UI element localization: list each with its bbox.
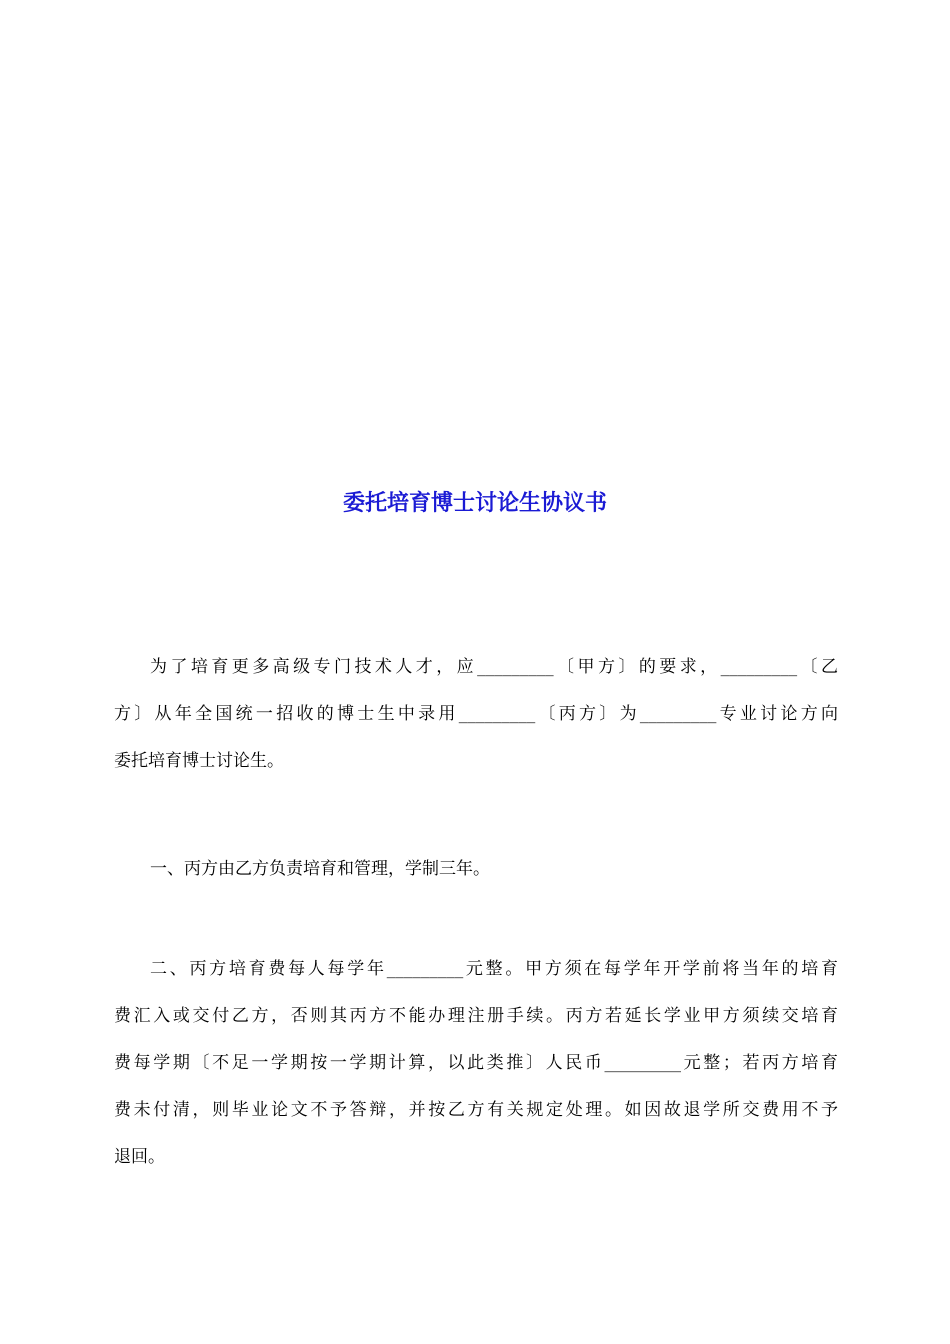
paragraph-line: 一、丙方由乙方负责培育和管理，学制三年。 xyxy=(150,859,490,879)
paragraph-line: 为了培育更多高级专门技术人才，应_________〔甲方〕的要求，_________〔乙 xyxy=(150,657,838,677)
paragraph-clause-1 xyxy=(114,846,838,893)
paragraph-line: 费未付清，则毕业论文不予答辩，并按乙方有关规定处理。如因故退学所交费用不予 xyxy=(114,1100,838,1120)
paragraph-line: 方〕从年全国统一招收的博士生中录用_________〔丙方〕为_________专业讨论方向 xyxy=(114,704,838,724)
paragraph-intro xyxy=(114,644,838,785)
paragraph-line: 二、丙方培育费每人每学年_________元整。甲方须在每学年开学前将当年的培育 xyxy=(150,959,838,979)
paragraph-clause-2 xyxy=(114,946,838,1181)
paragraph-line: 费汇入或交付乙方，否则其丙方不能办理注册手续。丙方若延长学业甲方须续交培育 xyxy=(114,1006,838,1026)
paragraph-line: 退回。 xyxy=(114,1147,165,1167)
paragraph-line: 费每学期〔不足一学期按一学期计算，以此类推〕人民币_________元整；若丙方培育 xyxy=(114,1053,838,1073)
document-title: 委托培育博士讨论生协议书 xyxy=(342,490,607,516)
paragraph-line: 委托培育博士讨论生。 xyxy=(114,751,284,771)
